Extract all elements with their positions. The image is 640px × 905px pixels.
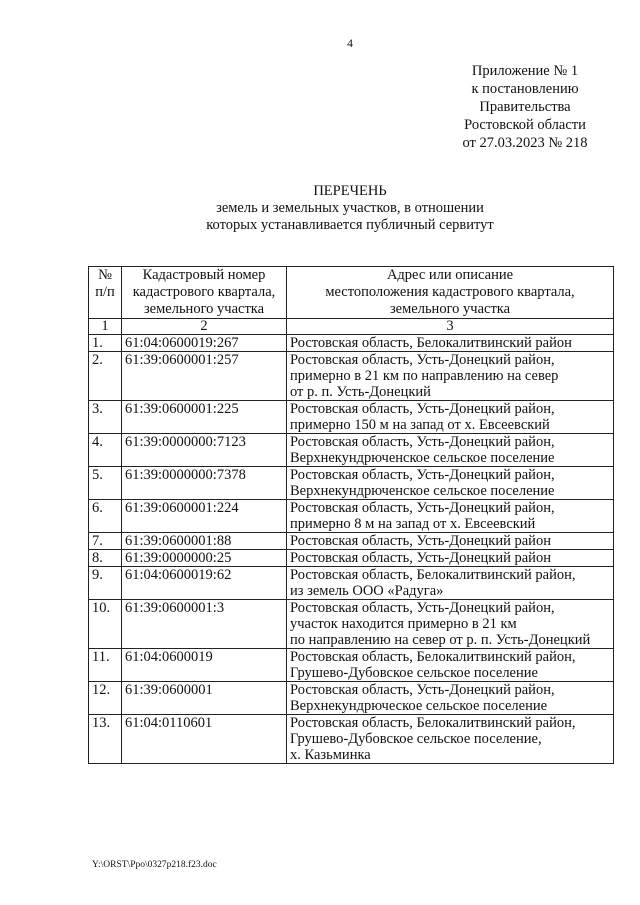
appendix-line: Правительства (479, 99, 571, 115)
address-cell (287, 352, 614, 401)
address-cell (287, 401, 614, 434)
header-line: Адрес или описание (386, 267, 514, 283)
address-line: Ростовская область, Усть-Донецкий район (290, 533, 551, 549)
table-row (89, 533, 614, 550)
address-line: Ростовская область, Белокалитвинский район (290, 335, 572, 351)
cadastral-number: 61:39:0600001:3 (122, 600, 287, 649)
address-line: Верхнекундрюченское сельское поселение (290, 483, 555, 499)
address-cell (287, 682, 614, 715)
header-line: № (98, 267, 112, 283)
index-cell: 2 (122, 319, 287, 335)
row-number: 4. (89, 434, 122, 467)
row-number: 2. (89, 352, 122, 401)
appendix-line: Приложение № 1 (471, 63, 579, 79)
address-line: Ростовская область, Белокалитвинский район, (290, 649, 576, 665)
table-row (89, 550, 614, 567)
table-row (89, 352, 614, 401)
cadastral-number: 61:39:0000000:7378 (122, 467, 287, 500)
address-line: Верхнекундрюченское сельское поселение (290, 450, 555, 466)
cadastral-number: 61:04:0110601 (122, 715, 287, 764)
header-address (287, 267, 614, 319)
cadastral-number: 61:04:0600019:267 (122, 335, 287, 352)
cadastral-number: 61:39:0600001:224 (122, 500, 287, 533)
address-line: Ростовская область, Усть-Донецкий район, (290, 500, 555, 516)
lands-table (88, 266, 614, 764)
title-line: которых устанавливается публичный сервитут (206, 217, 494, 233)
table-row (89, 715, 614, 764)
address-line: участок находится примерно в 21 км (290, 616, 517, 632)
table-row (89, 401, 614, 434)
address-line: Ростовская область, Белокалитвинский район, (290, 715, 576, 731)
row-number: 11. (89, 649, 122, 682)
row-number: 12. (89, 682, 122, 715)
row-number: 13. (89, 715, 122, 764)
address-line: от р. п. Усть-Донецкий (290, 384, 431, 400)
table-row (89, 567, 614, 600)
header-line: земельного участка (143, 301, 265, 317)
row-number: 9. (89, 567, 122, 600)
title-line: земель и земельных участков, в отношении (216, 200, 484, 216)
header-line: п/п (95, 284, 115, 300)
header-num (89, 267, 122, 319)
row-number: 1. (89, 335, 122, 352)
address-cell (287, 567, 614, 600)
index-cell: 3 (287, 319, 614, 335)
row-number: 5. (89, 467, 122, 500)
address-line: х. Казьминка (290, 747, 371, 763)
address-line: примерно 150 м на запад от х. Евсеевский (290, 417, 550, 433)
address-line: Ростовская область, Усть-Донецкий район, (290, 352, 555, 368)
header-line: земельного участка (389, 301, 511, 317)
title-heading: ПЕРЕЧЕНЬ (313, 183, 387, 199)
index-cell: 1 (89, 319, 122, 335)
cadastral-number: 61:04:0600019 (122, 649, 287, 682)
appendix-block (440, 62, 610, 152)
cadastral-number: 61:39:0600001:88 (122, 533, 287, 550)
address-line: Грушево-Дубовское сельское поселение, (290, 731, 542, 747)
cadastral-number: 61:04:0600019:62 (122, 567, 287, 600)
table-row (89, 500, 614, 533)
cadastral-number: 61:39:0000000:25 (122, 550, 287, 567)
address-line: Ростовская область, Усть-Донецкий район, (290, 467, 555, 483)
row-number: 8. (89, 550, 122, 567)
table-row (89, 600, 614, 649)
table-row (89, 649, 614, 682)
address-cell (287, 467, 614, 500)
address-cell (287, 600, 614, 649)
table-index-row (89, 319, 614, 335)
address-line: Ростовская область, Усть-Донецкий район, (290, 682, 555, 698)
address-cell (287, 715, 614, 764)
address-line: Ростовская область, Усть-Донецкий район (290, 550, 551, 566)
address-line: Ростовская область, Усть-Донецкий район, (290, 434, 555, 450)
appendix-line: от 27.03.2023 № 218 (462, 135, 588, 151)
cadastral-number: 61:39:0600001:257 (122, 352, 287, 401)
address-cell (287, 550, 614, 567)
address-line: примерно 8 м на запад от х. Евсеевский (290, 516, 536, 532)
address-cell (287, 649, 614, 682)
table-header-row (89, 267, 614, 319)
address-line: по направлению на север от р. п. Усть-Донецкий (290, 632, 591, 648)
address-cell (287, 335, 614, 352)
table-row (89, 682, 614, 715)
header-line: Кадастровый номер (142, 267, 266, 283)
table-row (89, 467, 614, 500)
appendix-line: Ростовской области (464, 117, 586, 133)
cadastral-number: 61:39:0000000:7123 (122, 434, 287, 467)
row-number: 3. (89, 401, 122, 434)
file-path-footer: Y:\ORST\Ppo\0327p218.f23.doc (92, 860, 217, 870)
address-line: Ростовская область, Белокалитвинский район, (290, 567, 576, 583)
address-cell (287, 533, 614, 550)
document-title (100, 183, 600, 234)
cadastral-number: 61:39:0600001 (122, 682, 287, 715)
address-line: Ростовская область, Усть-Донецкий район, (290, 401, 555, 417)
address-line: Грушево-Дубовское сельское поселение (290, 665, 538, 681)
address-cell (287, 500, 614, 533)
address-line: Ростовская область, Усть-Донецкий район, (290, 600, 555, 616)
appendix-line: к постановлению (471, 81, 579, 97)
address-line: Верхнекундрюческое сельское поселение (290, 698, 548, 714)
cadastral-number: 61:39:0600001:225 (122, 401, 287, 434)
table-row (89, 434, 614, 467)
row-number: 6. (89, 500, 122, 533)
header-cadastral (122, 267, 287, 319)
table-body (89, 335, 614, 764)
header-line: местоположения кадастрового квартала, (325, 284, 575, 300)
row-number: 7. (89, 533, 122, 550)
header-line: кадастрового квартала, (132, 284, 276, 300)
table-row (89, 335, 614, 352)
address-line: из земель ООО «Радуга» (290, 583, 444, 599)
address-line: примерно в 21 км по направлению на север (290, 368, 559, 384)
row-number: 10. (89, 600, 122, 649)
page-number: 4 (347, 36, 353, 50)
address-cell (287, 434, 614, 467)
